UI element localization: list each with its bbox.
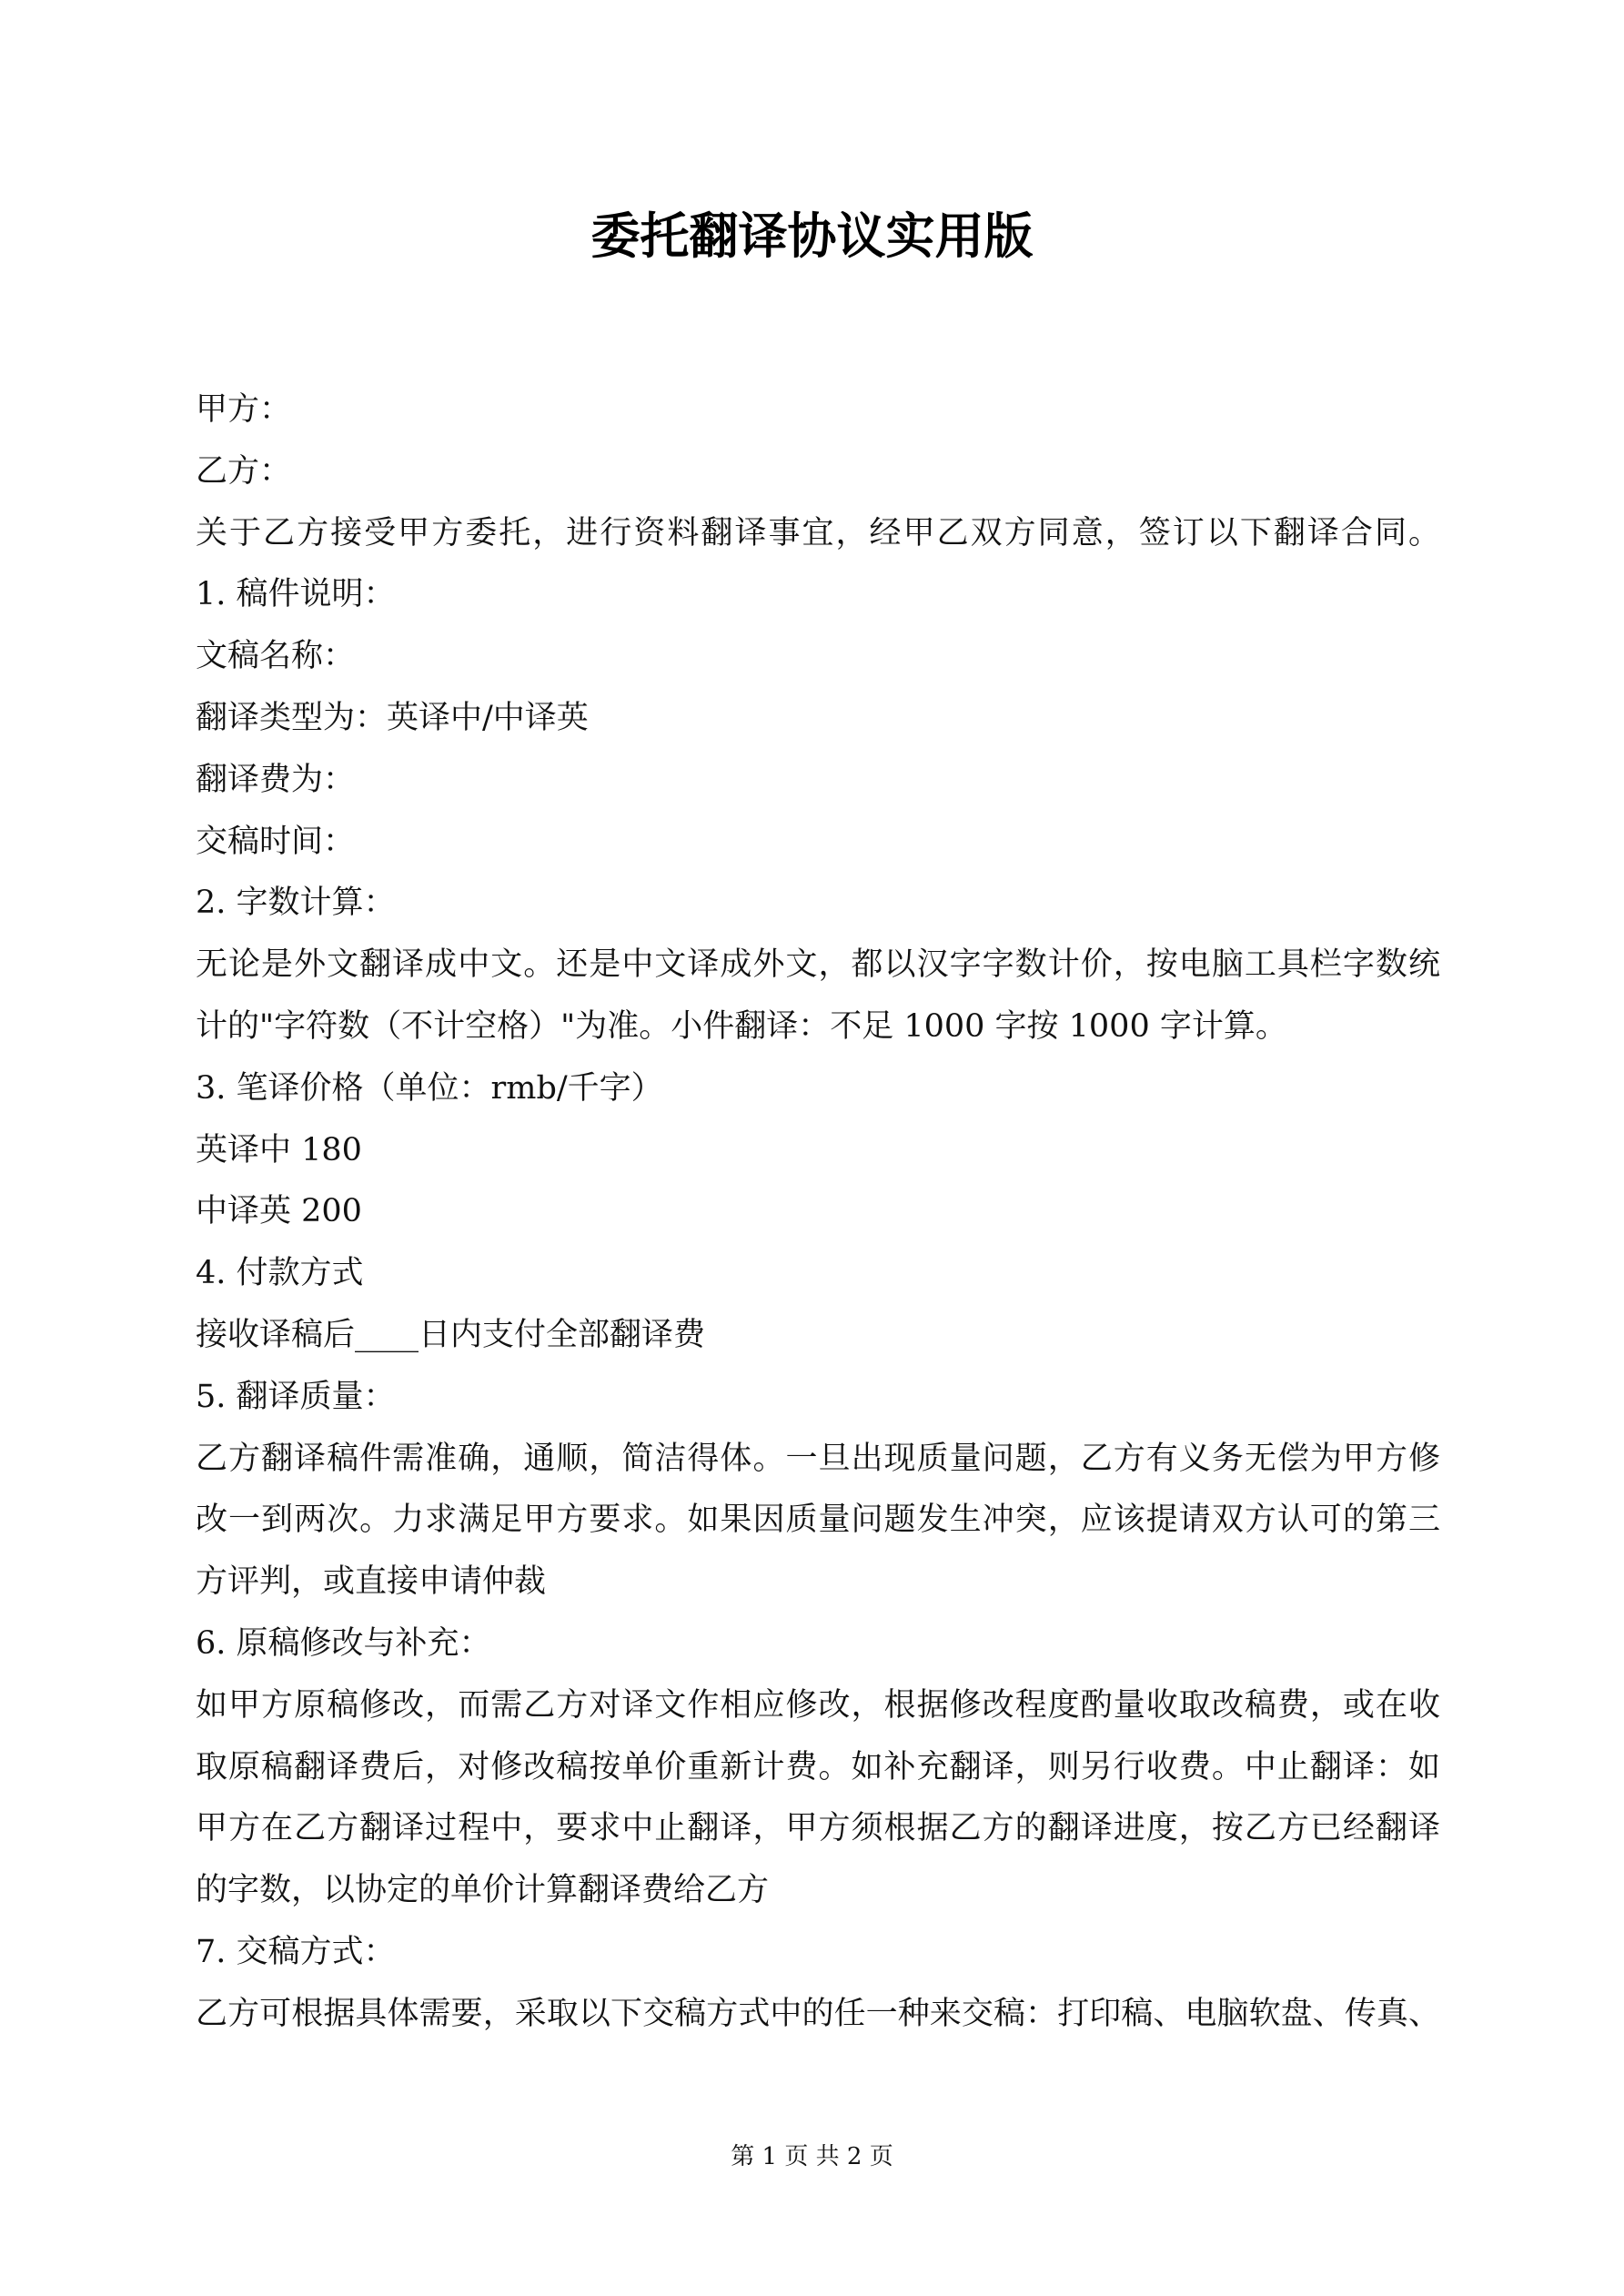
paragraph-line: 甲方：: [196, 391, 292, 428]
paragraph-line: 交稿时间：: [196, 823, 356, 860]
paragraph: [196, 688, 1440, 750]
paragraph-line: 文稿名称：: [196, 638, 356, 675]
document-body: [196, 379, 1440, 2046]
paragraph: [196, 1243, 1440, 1305]
paragraph-line: 翻译费为：: [196, 761, 356, 798]
paragraph: [196, 503, 1440, 565]
paragraph-line: 翻译类型为：英译中/中译英: [196, 699, 589, 736]
paragraph: [196, 1675, 1440, 1922]
paragraph-line: 取原稿翻译费后，对修改稿按单价重新计费。如补充翻译，则另行收费。中止翻译：如: [196, 1748, 1440, 1785]
paragraph: [196, 812, 1440, 874]
paragraph: [196, 873, 1440, 935]
paragraph-line: 乙方：: [196, 452, 292, 490]
paragraph-line: 改一到两次。力求满足甲方要求。如果因质量问题发生冲突，应该提请双方认可的第三: [196, 1502, 1440, 1539]
paragraph-line: 接收译稿后____日内支付全部翻译费: [196, 1316, 706, 1353]
paragraph-line: 乙方可根据具体需要，采取以下交稿方式中的任一种来交稿：打印稿、电脑软盘、传真、: [196, 1995, 1440, 2032]
paragraph: [196, 1922, 1440, 1984]
paragraph: [196, 626, 1440, 688]
paragraph: [196, 1120, 1440, 1182]
paragraph-line: 乙方翻译稿件需准确，通顺，简洁得体。一旦出现质量问题，乙方有义务无偿为甲方修: [196, 1440, 1440, 1477]
paragraph: [196, 564, 1440, 626]
section-heading: 2. 字数计算：: [196, 885, 396, 922]
paragraph: [196, 1367, 1440, 1429]
paragraph: [196, 1984, 1440, 2046]
paragraph-line: 中译英 200: [196, 1193, 362, 1230]
section-heading: 3. 笔译价格（单位：rmb/千字）: [196, 1069, 663, 1107]
section-heading: 7. 交稿方式：: [196, 1933, 396, 1970]
paragraph: [196, 750, 1440, 812]
section-heading: 5. 翻译质量：: [196, 1378, 396, 1415]
paragraph: [196, 1429, 1440, 1613]
paragraph-line: 无论是外文翻译成中文。还是中文译成外文，都以汉字字数计价，按电脑工具栏字数统: [196, 946, 1440, 984]
paragraph-line: 计的"字符数（不计空格）"为准。小件翻译：不足 1000 字按 1000 字计算。: [196, 1007, 1287, 1045]
section-heading: 1. 稿件说明：: [196, 576, 396, 613]
section-heading: 6. 原稿修改与补充：: [196, 1624, 491, 1662]
page-footer: 第 1 页 共 2 页: [731, 2143, 893, 2170]
paragraph: [196, 441, 1440, 503]
paragraph: [196, 1305, 1440, 1367]
paragraph-line: 关于乙方接受甲方委托，进行资料翻译事宜，经甲乙双方同意，签订以下翻译合同。: [196, 514, 1440, 551]
document-title: 委托翻译协议实用版: [590, 207, 1034, 265]
paragraph: [196, 1181, 1440, 1243]
paragraph: [196, 379, 1440, 441]
paragraph-line: 的字数，以协定的单价计算翻译费给乙方: [196, 1872, 770, 1909]
paragraph-line: 方评判，或直接申请仲裁: [196, 1563, 547, 1601]
paragraph-line: 甲方在乙方翻译过程中，要求中止翻译，甲方须根据乙方的翻译进度，按乙方已经翻译: [196, 1810, 1440, 1847]
paragraph-line: 英译中 180: [196, 1131, 362, 1168]
paragraph-line: 如甲方原稿修改，而需乙方对译文作相应修改，根据修改程度酌量收取改稿费，或在收: [196, 1686, 1440, 1724]
paragraph: [196, 1058, 1440, 1120]
paragraph: [196, 1613, 1440, 1675]
section-heading: 4. 付款方式: [196, 1255, 364, 1292]
paragraph: [196, 935, 1440, 1058]
